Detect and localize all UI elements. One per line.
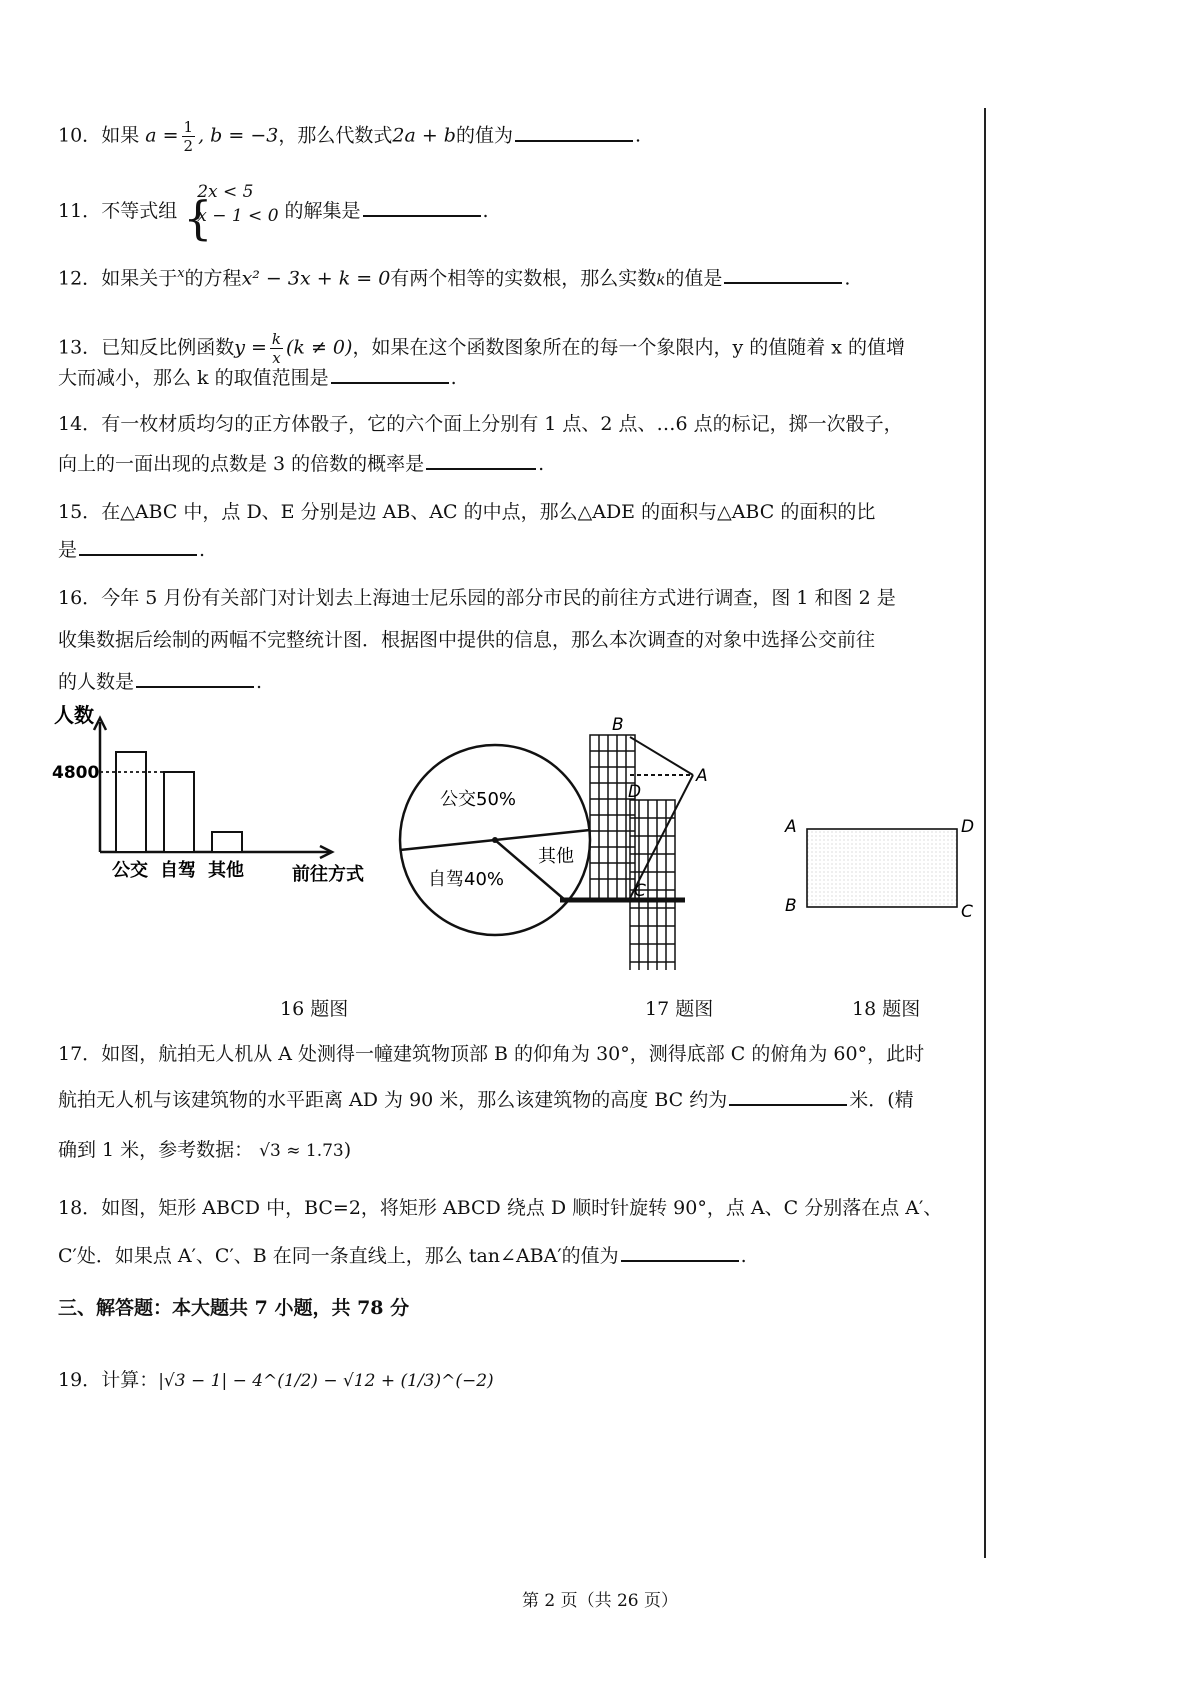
pie-label-other: 其他 — [538, 846, 574, 867]
question-19 — [58, 1366, 494, 1395]
math-expr: √3 ≈ 1.73 — [259, 1141, 344, 1161]
label-B: B — [785, 896, 797, 916]
label-A: A — [696, 766, 708, 786]
page-footer: 第 2 页（共 26 页） — [521, 1591, 679, 1611]
inequality-1: 2x < 5 — [197, 182, 254, 202]
period: . — [634, 124, 641, 147]
rectangle-ABCD — [807, 829, 957, 907]
question-number: 13． — [58, 336, 102, 359]
answer-blank[interactable] — [515, 122, 633, 142]
question-text: 米．(精 — [849, 1089, 914, 1111]
period: . — [740, 1245, 747, 1267]
question-text: 收集数据后绘制的两幅不完整统计图．根据图中提供的信息，那么本次调查的对象中选择公交前往 — [58, 629, 876, 651]
pie-center — [492, 837, 498, 843]
figure-18 — [775, 815, 985, 925]
label-C: C — [961, 902, 973, 922]
x-tick-label: 其他 — [208, 860, 244, 881]
question-text: 如果 — [101, 124, 140, 147]
period: . — [199, 539, 206, 561]
question-number: 12． — [58, 267, 102, 290]
pie-label-car: 自驾40% — [428, 869, 505, 890]
brace-icon: { — [183, 191, 213, 245]
question-text: 如图，航拍无人机从 A 处测得一幢建筑物顶部 B 的仰角为 30°，测得底部 C 的俯角为 60°，此时 — [101, 1043, 925, 1065]
bar-chart — [40, 700, 380, 960]
period: . — [256, 671, 263, 693]
question-17 — [58, 1040, 924, 1068]
x-axis-title: 前往方式 — [292, 864, 364, 885]
question-text: 有一枚材质均匀的正方体骰子，它的六个面上分别有 1 点、2 点、…6 点的标记，掷一次骰子， — [101, 413, 903, 435]
question-text: 的方程 — [184, 267, 242, 290]
question-16 — [58, 584, 896, 612]
question-18-line2 — [58, 1242, 747, 1270]
inequality-system — [183, 182, 279, 245]
math-expr: a = — [145, 124, 179, 147]
figure-caption-17: 17 题图 — [645, 998, 714, 1020]
section-heading: 三、解答题：本大题共 7 小题，共 78 分 — [58, 1297, 410, 1319]
question-18 — [58, 1194, 942, 1222]
label-C: C — [634, 881, 646, 901]
question-text: C′处．如果点 A′、C′、B 在同一条直线上，那么 tan∠ABA′的值为 — [58, 1245, 619, 1267]
question-number: 14． — [58, 413, 102, 435]
answer-blank[interactable] — [426, 450, 536, 470]
period: . — [844, 267, 851, 290]
question-14 — [58, 410, 903, 438]
label-D: D — [628, 782, 642, 802]
math-var: k — [656, 270, 666, 289]
fraction — [270, 330, 283, 367]
answer-blank[interactable] — [331, 364, 449, 384]
x-tick-label: 自驾 — [160, 860, 196, 881]
denominator: x — [272, 349, 281, 367]
question-13-line2 — [58, 364, 457, 392]
question-number: 11． — [58, 200, 102, 222]
period: . — [450, 367, 457, 389]
y-axis-title: 人数 — [54, 703, 94, 727]
question-text: 确到 1 米，参考数据： — [58, 1139, 254, 1161]
math-expr: , b = −3 — [198, 124, 279, 147]
answer-blank[interactable] — [79, 536, 197, 556]
figure-caption-18: 18 题图 — [852, 998, 921, 1020]
answer-blank[interactable] — [363, 197, 481, 217]
answer-blank[interactable] — [621, 1242, 739, 1262]
question-number: 18． — [58, 1197, 102, 1219]
math-var: x — [177, 266, 185, 281]
bar-1 — [164, 772, 194, 852]
bar-2 — [212, 832, 242, 852]
math-expr: y = — [234, 336, 267, 359]
bar-0 — [116, 752, 146, 852]
pie-divider-1 — [400, 840, 495, 850]
question-11 — [58, 182, 489, 245]
question-text: ，如果在这个函数图象所在的每一个象限内，y 的值随着 x 的值增 — [352, 336, 906, 359]
question-15 — [58, 498, 875, 526]
question-text: 今年 5 月份有关部门对计划去上海迪士尼乐园的部分市民的前往方式进行调查，图 1 和图 2 是 — [101, 587, 896, 609]
question-text: 的人数是 — [58, 671, 135, 693]
question-number: 15． — [58, 501, 102, 523]
answer-blank[interactable] — [136, 668, 254, 688]
line-AB — [630, 737, 693, 775]
question-12 — [58, 260, 850, 293]
y-tick-label: 4800 — [52, 763, 100, 783]
question-text: ) — [343, 1139, 352, 1161]
question-text: 的解集是 — [284, 200, 361, 222]
question-15-line2 — [58, 536, 205, 564]
question-text: ，那么代数式 — [278, 124, 393, 147]
math-expr: x² − 3x + k = 0 — [241, 267, 391, 290]
question-text: 已知反比例函数 — [101, 336, 235, 359]
denominator: 2 — [183, 137, 194, 155]
inequality-2: x − 1 < 0 — [197, 206, 279, 226]
answer-blank[interactable] — [724, 264, 842, 284]
answer-blank[interactable] — [729, 1086, 847, 1106]
question-text: 大而减小，那么 k 的取值范围是 — [58, 367, 329, 389]
question-text: 如图，矩形 ABCD 中，BC=2，将矩形 ABCD 绕点 D 顺时针旋转 90°，点 A、C 分别落在点 A′、 — [101, 1197, 943, 1219]
period: . — [538, 453, 545, 475]
question-text: 的值为 — [455, 124, 513, 147]
label-A: A — [785, 817, 797, 837]
label-D: D — [961, 817, 975, 837]
question-number: 16． — [58, 587, 102, 609]
fraction — [182, 118, 196, 155]
question-text: 航拍无人机与该建筑物的水平距离 AD 为 90 米，那么该建筑物的高度 BC 约为 — [58, 1089, 728, 1111]
question-text: 不等式组 — [101, 200, 178, 222]
question-text: 有两个相等的实数根，那么实数 — [390, 267, 657, 290]
question-number: 17． — [58, 1043, 102, 1065]
question-number: 10． — [58, 124, 102, 147]
period: . — [482, 200, 489, 222]
question-text: 的值是 — [665, 267, 723, 290]
question-17-line2 — [58, 1086, 914, 1114]
building — [590, 735, 635, 900]
question-16-line2 — [58, 626, 875, 654]
question-text: 向上的一面出现的点数是 3 的倍数的概率是 — [58, 453, 425, 475]
question-16-line3 — [58, 668, 262, 696]
math-expr: (k ≠ 0) — [286, 336, 353, 359]
question-14-line2 — [58, 450, 544, 478]
question-text: 在△ABC 中，点 D、E 分别是边 AB、AC 的中点，那么△ADE 的面积与△ABC 的面积的比 — [101, 501, 876, 523]
math-expr: |√3 − 1| − 4^(1/2) − √12 + (1/3)^(−2) — [158, 1371, 494, 1391]
x-tick-label: 公交 — [112, 860, 148, 881]
question-13 — [58, 330, 905, 367]
question-text: 是 — [58, 539, 78, 561]
bar-chart-body — [52, 703, 364, 885]
figure-17-geometry — [560, 715, 750, 910]
numerator: 1 — [183, 118, 194, 136]
math-expr: 2a + b — [392, 124, 456, 147]
question-text: 计算： — [101, 1369, 159, 1391]
pie-label-bus: 公交50% — [440, 789, 517, 810]
numerator: k — [271, 330, 281, 348]
label-B: B — [612, 715, 624, 735]
figure-caption-16: 16 题图 — [280, 998, 349, 1020]
question-text: 如果关于 — [101, 267, 178, 290]
question-17-line3 — [58, 1136, 351, 1165]
question-10 — [58, 118, 641, 155]
question-number: 19． — [58, 1369, 102, 1391]
